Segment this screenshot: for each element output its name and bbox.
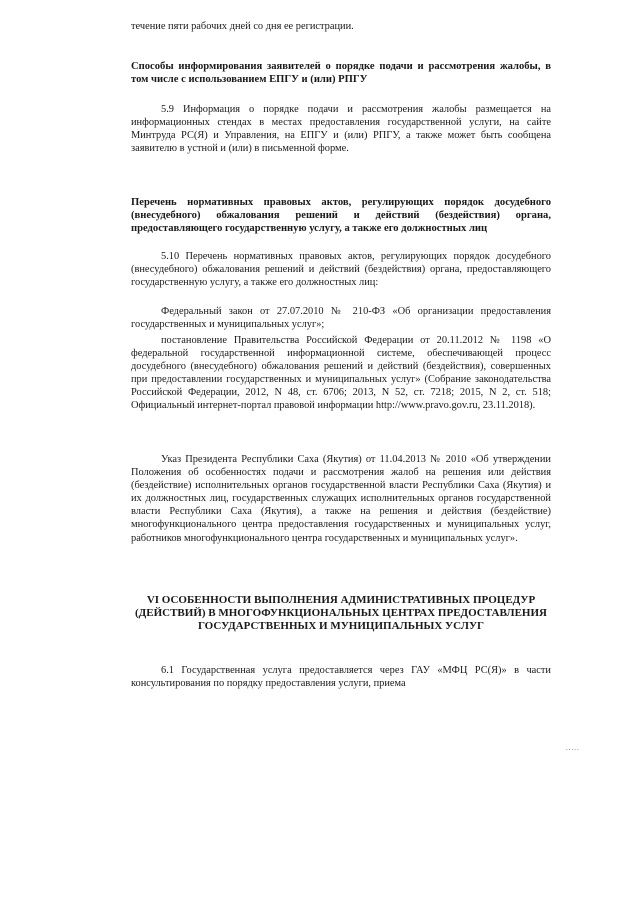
- paragraph-federal-law: Федеральный закон от 27.07.2010 № 210-ФЗ «Об организации предоставления государственных и муниципальных услуг»;: [131, 306, 551, 331]
- chapter-heading-vi: VI ОСОБЕННОСТИ ВЫПОЛНЕНИЯ АДМИНИСТРАТИВНЫХ ПРОЦЕДУР (ДЕЙСТВИЙ) В МНОГОФУНКЦИОНАЛЬНЫХ ЦЕНТРАХ ПРЕДОСТАВЛЕНИЯ ГОСУДАРСТВЕННЫХ И МУНИЦИПАЛЬНЫХ УСЛУГ: [135, 594, 547, 632]
- paragraph-5-9: 5.9 Информация о порядке подачи и рассмотрения жалобы размещается на информационных стендах в местах предоставления государственной услуги, на сайте Минтруда РС(Я) и Управления, на ЕПГУ и (или) РПГУ, а также может быть сообщена заявителю в устной и (или) в письменной форме.: [131, 104, 551, 155]
- paragraph-6-1: 6.1 Государственная услуга предоставляется через ГАУ «МФЦ РС(Я)» в части консультирования по порядку предоставления услуги, приема: [131, 665, 551, 690]
- section-heading-ways: Способы информирования заявителей о порядке подачи и рассмотрения жалобы, в том числе с использованием ЕПГУ и (или) РПГУ: [131, 61, 551, 86]
- paragraph-5-10: 5.10 Перечень нормативных правовых актов, регулирующих порядок досудебного (внесудебного) обжалования решений и действий (бездействия) органа, предоставляющего государственную услугу, а также его должностных лиц:: [131, 251, 551, 289]
- text-line-top: течение пяти рабочих дней со дня ее регистрации.: [131, 21, 354, 32]
- section-heading-list: Перечень нормативных правовых актов, регулирующих порядок досудебного (внесудебного) обжалования решений и действий (бездействия) органа, предоставляющего государственную услугу, а также его должностных лиц: [131, 197, 551, 235]
- paragraph-ukaz: Указ Президента Республики Саха (Якутия) от 11.04.2013 № 2010 «Об утверждении Положения об особенностях подачи и рассмотрения жалоб на решения или действия (бездействие) исполнительных органов государственной власти Республики Саха (Якутия) и их должностных лиц, государственных служащих исполнительных органов государственной власти Республики Саха (Якутия), а также на решения и действия (бездействие) многофункционального центра предоставления государственных и муниципальных услуг, работников многофункционального центра государственных и муниципальных услуг».: [131, 454, 551, 544]
- margin-mark: .....: [566, 744, 580, 752]
- paragraph-postanovlenie: постановление Правительства Российской Федерации от 20.11.2012 № 1198 «О федеральной государственной информационной системе, обеспечивающей процесс досудебного (внесудебного) обжалования решений и действий (бездействия), совершенных при предоставлении государственных и муниципальных услуг» (Собрание законодательства Российской Федерации, 2012, N 48, ст. 6706; 2013, N 52, ст. 7218; 2015, N 2, ст. 518; Официальный интернет-портал правовой информации http://www.pravo.gov.ru, 23.11.2018).: [131, 335, 551, 412]
